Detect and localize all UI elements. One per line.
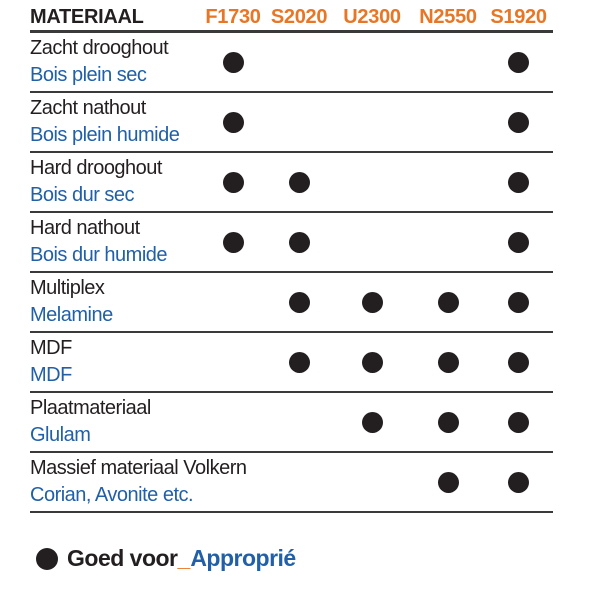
- material-label: [30, 453, 247, 511]
- compatibility-dot: [362, 352, 383, 373]
- compatibility-dot: [438, 52, 459, 73]
- table-row-hard-drooghout: [30, 153, 553, 213]
- material-name-fr: Melamine: [30, 304, 113, 326]
- compatibility-dot: [438, 292, 459, 313]
- filled-dot-icon: [36, 548, 58, 570]
- compatibility-dot: [223, 172, 244, 193]
- material-name-nl: Hard nathout: [30, 217, 140, 239]
- legend-separator: _: [177, 545, 191, 571]
- compatibility-dot: [508, 412, 529, 433]
- compatibility-dot: [438, 232, 459, 253]
- compatibility-dot: [289, 52, 310, 73]
- material-label: [30, 393, 200, 451]
- compatibility-dot: [289, 352, 310, 373]
- material-compatibility-page: [0, 4, 600, 600]
- compatibility-dot: [362, 52, 383, 73]
- material-label: [30, 213, 200, 271]
- compatibility-dot: [289, 232, 310, 253]
- column-header-f1730: F1730: [205, 5, 261, 28]
- material-label: [30, 333, 200, 391]
- compatibility-dot: [508, 352, 529, 373]
- compatibility-dot: [438, 352, 459, 373]
- compatibility-dot: [362, 292, 383, 313]
- compatibility-dot: [223, 472, 244, 493]
- legend-label-nl: Goed voor: [67, 545, 178, 571]
- compatibility-dot: [508, 232, 529, 253]
- table-row-massief-materiaal: [30, 453, 553, 513]
- compatibility-dot: [289, 172, 310, 193]
- compatibility-dot: [223, 112, 244, 133]
- column-header-s2020: S2020: [270, 5, 328, 28]
- compatibility-dot: [362, 232, 383, 253]
- compatibility-dot: [508, 172, 529, 193]
- compatibility-dot: [362, 412, 383, 433]
- compatibility-dot: [438, 112, 459, 133]
- compatibility-dot: [362, 112, 383, 133]
- material-name-fr: MDF: [30, 364, 72, 386]
- compatibility-dot: [223, 52, 244, 73]
- table-row-hard-nathout: [30, 213, 553, 273]
- compatibility-dot: [508, 112, 529, 133]
- compatibility-dot: [223, 232, 244, 253]
- compatibility-dot: [438, 172, 459, 193]
- material-name-fr: Bois dur sec: [30, 184, 135, 206]
- table-row-multiplex: [30, 273, 553, 333]
- column-header-n2550: N2550: [419, 5, 477, 28]
- material-label: [30, 93, 200, 151]
- material-name-nl: Plaatmateriaal: [30, 397, 151, 419]
- material-label: [30, 153, 200, 211]
- column-header-u2300: U2300: [343, 5, 401, 28]
- compatibility-dot: [289, 292, 310, 313]
- compatibility-dot: [289, 112, 310, 133]
- material-name-nl: Zacht nathout: [30, 97, 146, 119]
- table-row-mdf: [30, 333, 553, 393]
- compatibility-dot: [289, 412, 310, 433]
- table-row-plaatmateriaal: [30, 393, 553, 453]
- compatibility-dot: [223, 292, 244, 313]
- material-name-fr: Bois dur humide: [30, 244, 168, 266]
- material-label: [30, 273, 200, 331]
- compatibility-dot: [508, 472, 529, 493]
- compatibility-dot: [438, 412, 459, 433]
- material-label: [30, 33, 200, 91]
- table-row-zacht-drooghout: [30, 33, 553, 93]
- compatibility-dot: [508, 52, 529, 73]
- compatibility-dot: [508, 292, 529, 313]
- column-header-s1920: S1920: [490, 5, 547, 28]
- compatibility-dot: [362, 472, 383, 493]
- compatibility-dot: [223, 412, 244, 433]
- material-name-fr: Corian, Avonite etc.: [30, 484, 194, 506]
- material-name-nl: Massief materiaal Volkern: [30, 457, 247, 479]
- material-name-nl: Hard drooghout: [30, 157, 162, 179]
- compatibility-dot: [223, 352, 244, 373]
- material-name-fr: Glulam: [30, 424, 91, 446]
- material-compatibility-table: [30, 4, 553, 513]
- material-name-nl: Multiplex: [30, 277, 105, 299]
- material-name-fr: Bois plein sec: [30, 64, 147, 86]
- material-name-nl: MDF: [30, 337, 72, 359]
- material-name-nl: Zacht drooghout: [30, 37, 169, 59]
- material-name-fr: Bois plein humide: [30, 124, 180, 146]
- table-row-zacht-nathout: [30, 93, 553, 153]
- legend-label-fr: Approprié: [190, 545, 296, 571]
- table-header-row: [30, 4, 553, 33]
- column-header-materiaal: MATERIAAL: [30, 5, 144, 28]
- compatibility-dot: [362, 172, 383, 193]
- legend: [36, 545, 600, 572]
- compatibility-dot: [289, 472, 310, 493]
- compatibility-dot: [438, 472, 459, 493]
